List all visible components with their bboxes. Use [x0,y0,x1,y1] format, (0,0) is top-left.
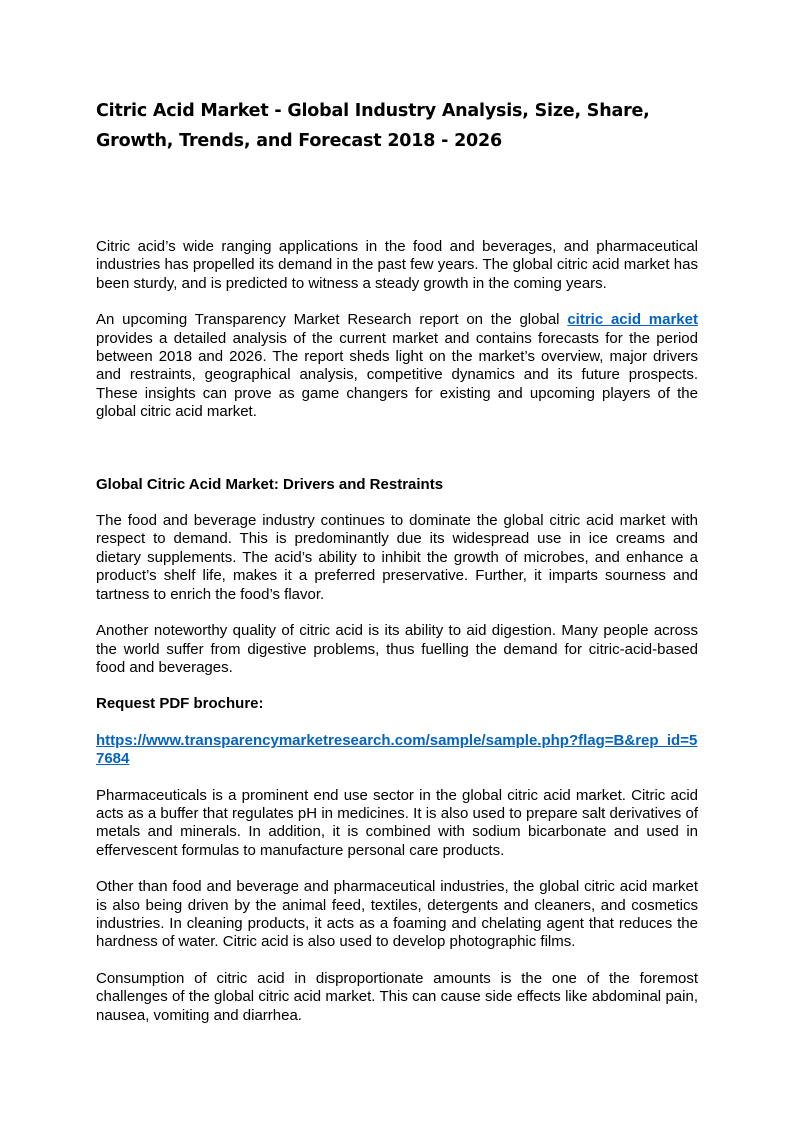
pharmaceuticals-paragraph: Pharmaceuticals is a prominent end use sector in the global citric acid market. Citric acid acts as a buffer that regulates pH in medicines. It is also used to prepare salt derivatives of metals and minerals. In addition, it is combined with sodium bicarbonate and used in effervescent formulas to manufacture personal care products. [96,786,698,859]
page-title: Citric Acid Market - Global Industry Analysis, Size, Share, Growth, Trends, and Forecast 2018 - 2026 [96,101,650,151]
report-text-after-link: provides a detailed analysis of the current market and contains forecasts for the period between 2018 and 2026. The report sheds light on the market’s overview, major drivers and restraints, geographical analysis, competitive dynamics and its future prospects. These insights can prove as game changers for existing and upcoming players of the global citric acid market. [96,329,698,421]
drivers-restraints-heading: Global Citric Acid Market: Drivers and Restraints [96,475,444,493]
brochure-url-link[interactable]: https://www.transparencymarketresearch.com/sample/sample.php?flag=B&rep_id=57684 [96,731,698,768]
request-brochure-label: Request PDF brochure: [96,695,264,713]
food-beverage-paragraph: The food and beverage industry continues to dominate the global citric acid market with respect to demand. This is predominantly due its widespread use in ice creams and dietary supplements. The acid’s ability to inhibit the growth of microbes, and enhance a product’s shelf life, makes it a preferred preservative. Further, it imparts sourness and tartness to enrich the food’s flavor. [96,512,698,603]
spacer [96,422,698,476]
citric-acid-market-link[interactable]: citric acid market [567,311,698,329]
report-text-before-link: An upcoming Transparency Market Research report on the global [96,311,568,329]
spacer [96,677,698,695]
spacer [96,494,698,512]
report-paragraph [96,311,698,421]
consumption-paragraph: Consumption of citric acid in disproportionate amounts is the one of the foremost challenges of the global citric acid market. This can cause side effects like abdominal pain, nausea, vomiting and diarrhea. [96,969,698,1024]
spacer [96,952,698,970]
document-content [96,96,698,1025]
spacer [96,604,698,622]
digestion-paragraph: Another noteworthy quality of citric acid is its ability to aid digestion. Many people across the world suffer from digestive problems, thus fuelling the demand for citric-acid-based food and beverages. [96,622,698,676]
spacer [96,769,698,787]
spacer [96,293,698,311]
intro-paragraph: Citric acid’s wide ranging applications in the food and beverages, and pharmaceutical industries has propelled its demand in the past few years. The global citric acid market has been sturdy, and is predicted to witness a steady growth in the coming years. [96,238,698,292]
spacer [96,714,698,732]
spacer [96,860,698,878]
spacer [96,156,698,238]
other-industries-paragraph: Other than food and beverage and pharmaceutical industries, the global citric acid market is also being driven by the animal feed, textiles, detergents and cleaners, and cosmetics industries. In cleaning products, it acts as a foaming and chelating agent that reduces the hardness of water. Citric acid is also used to develop photographic films. [96,878,698,951]
